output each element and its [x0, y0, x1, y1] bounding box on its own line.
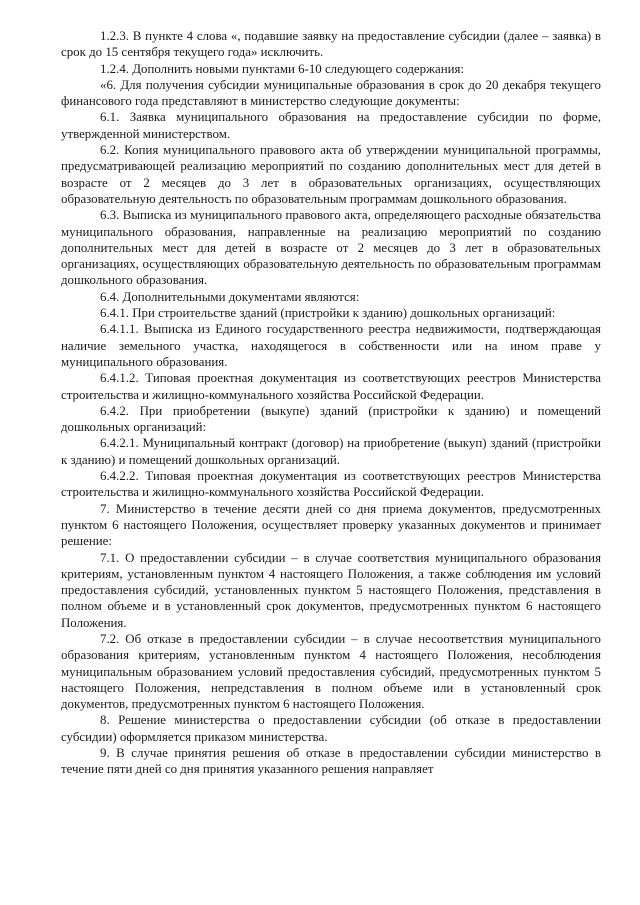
paragraph-9: 9. В случае принятия решения об отказе в предоставлении субсидии министерство в течение пяти дней со дня принятия указанного решения направляет: [61, 746, 601, 777]
paragraph-7: 7. Министерство в течение десяти дней со дня приема документов, предусмотренных пунктом 6 настоящего Положения, осуществляет проверку указанных документов и принимает решение:: [61, 501, 601, 549]
paragraph-6-4-1-1: 6.4.1.1. Выписка из Единого государственного реестра недвижимости, подтверждающая наличие земельного участка, находящегося в собственности или на ином праве у муниципального образования.: [61, 322, 601, 369]
paragraph-6-4: 6.4. Дополнительными документами являются:: [100, 289, 360, 304]
paragraph-7-2: 7.2. Об отказе в предоставлении субсидии – в случае несоответствия муниципального образования критериям, установленным пунктом 4 настоящего Положения, несоблюдения муниципальным образованием условий предоставления субсидий, предусмотренных пунктом 5 настоящего Положения, непредставления в полном объеме или в установленный срок документов, предусмотренных пунктом 6 настоящего Положения.: [61, 631, 601, 712]
paragraph-6-4-2-1: 6.4.2.1. Муниципальный контракт (договор) на приобретение (выкуп) зданий (пристройки к зданию) и помещений дошкольных организаций.: [61, 436, 601, 467]
paragraph-6-4-2: 6.4.2. При приобретении (выкупе) зданий (пристройки к зданию) и помещений дошкольных организаций:: [61, 403, 601, 435]
paragraph-6-4-1-2: 6.4.1.2. Типовая проектная документация из соответствующих реестров Министерства строительства и жилищно-коммунального хозяйства Российской Федерации.: [61, 371, 601, 402]
paragraph-8: 8. Решение министерства о предоставлении субсидии (об отказе в предоставлении субсидии) оформляется приказом министерства.: [61, 713, 601, 744]
paragraph-1-2-4: 1.2.4. Дополнить новыми пунктами 6-10 следующего содержания:: [100, 61, 465, 76]
paragraph-6: «6. Для получения субсидии муниципальные образования в срок до 20 декабря текущего финансового года представляют в министерство следующие документы:: [61, 77, 601, 109]
paragraph-6-4-2-2: 6.4.2.2. Типовая проектная документация из соответствующих реестров Министерства строительства и жилищно-коммунального хозяйства Российской Федерации.: [61, 469, 601, 500]
paragraph-6-3: 6.3. Выписка из муниципального правового акта, определяющего расходные обязательства муниципального образования, направленные на реализацию мероприятий по созданию дополнительных мест для детей в возрасте от 2 месяцев до 3 лет в образовательных организациях, осуществляющих образовательную деятельность по образовательным программам дошкольного образования.: [61, 208, 601, 288]
paragraph-6-2: 6.2. Копия муниципального правового акта об утверждении муниципальной программы, предусматривающей реализацию мероприятий по созданию дополнительных мест для детей в возрасте от 2 месяцев до 3 лет в образовательных организациях, осуществляющих образовательную деятельность по образовательным программам дошкольного образования.: [61, 143, 601, 206]
paragraph-7-1: 7.1. О предоставлении субсидии – в случае соответствия муниципального образования критериям, установленным пунктом 4 настоящего Положения, а также соблюдения им условий предоставления субсидий, установленных пунктом 5 настоящего Положения, представления в полном объеме и в установленный срок документов, предусмотренных пунктом 6 настоящего Положения.: [61, 550, 601, 630]
paragraph-1-2-3: 1.2.3. В пункте 4 слова «, подавшие заявку на предоставление субсидии (далее – заявка) в срок до 15 сентября текущего года» исключить.: [61, 29, 601, 60]
paragraph-6-4-1: 6.4.1. При строительстве зданий (пристройки к зданию) дошкольных организаций:: [100, 306, 556, 321]
document-page: [61, 28, 601, 778]
paragraph-6-1: 6.1. Заявка муниципального образования на предоставление субсидии по форме, утвержденной министерством.: [61, 110, 601, 141]
